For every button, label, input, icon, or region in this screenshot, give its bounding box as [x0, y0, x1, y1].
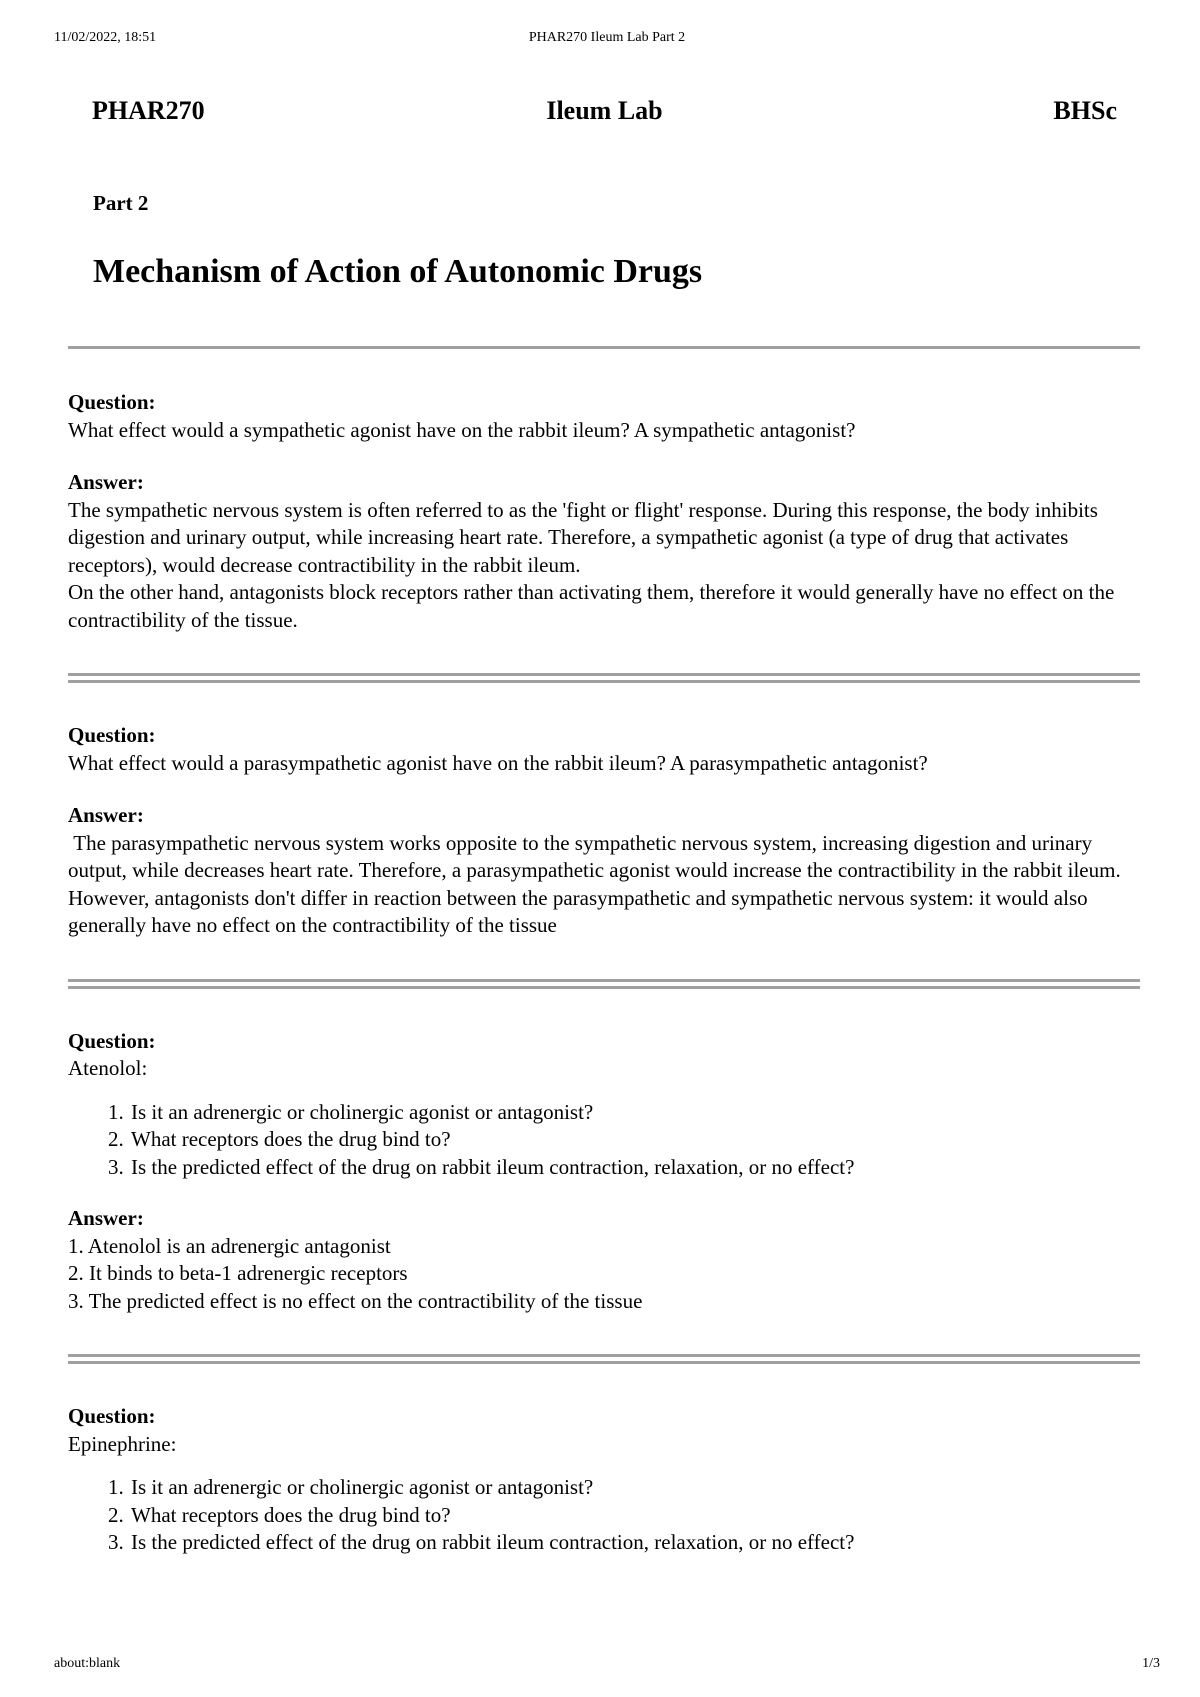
answer-paragraph: The sympathetic nervous system is often referred to as the 'fight or flight' response. During this response, the body inhibits digestion and urinary output, while increasing heart rate. Therefore, a sympathetic agonist (a type of drug that activates receptors), would decrease contractibility in the rabbit ileum. [68, 497, 1098, 577]
qa-block-2 [68, 722, 1140, 940]
question-text: Atenolol: [68, 1056, 148, 1080]
list-item: 2. What receptors does the drug bind to? [129, 1502, 1140, 1530]
list-item: 1. Is it an adrenergic or cholinergic agonist or antagonist? [129, 1474, 1140, 1502]
answer-paragraph: On the other hand, antagonists block receptors rather than activating them, therefore it would generally have no effect on the contractibility of the tissue. [68, 580, 1115, 632]
content [68, 346, 1140, 1557]
print-url: about:blank [54, 1656, 121, 1671]
question-text: What effect would a parasympathetic agonist have on the rabbit ileum? A parasympathetic antagonist? [68, 750, 928, 775]
qa-block-3 [68, 1028, 1140, 1316]
answer-label: Answer: [68, 470, 144, 494]
page-number: 1/3 [1142, 1656, 1160, 1671]
question-label: Question: [68, 1404, 156, 1428]
answer-paragraph: 1. Atenolol is an adrenergic antagonist [68, 1233, 391, 1258]
answer-paragraph: 2. It binds to beta-1 adrenergic receptors [68, 1261, 408, 1285]
page-title: Mechanism of Action of Autonomic Drugs [93, 253, 703, 290]
part-label: Part 2 [93, 191, 149, 215]
question-list [68, 1099, 1140, 1182]
list-item: 1. Is it an adrenergic or cholinergic agonist or antagonist? [129, 1099, 1140, 1127]
print-header [54, 30, 1160, 50]
print-date: 11/02/2022, 18:51 [54, 30, 157, 45]
answer-paragraph: 3. The predicted effect is no effect on the contractibility of the tissue [68, 1288, 643, 1313]
divider [68, 1354, 1140, 1364]
lab-name: Ileum Lab [546, 96, 663, 125]
list-item: 2. What receptors does the drug bind to? [129, 1126, 1140, 1154]
question-list [68, 1474, 1140, 1557]
question-text: Epinephrine: [68, 1431, 177, 1456]
answer-paragraph: The parasympathetic nervous system works opposite to the sympathetic nervous system, increasing digestion and urinary output, while decreases heart rate. Therefore, a parasympathetic agonist would increase the contractibility in the rabbit ileum. [68, 830, 1121, 882]
course-code: PHAR270 [92, 96, 205, 125]
answer-label: Answer: [68, 1206, 144, 1230]
question-label: Question: [68, 1028, 156, 1053]
answer-paragraph: However, antagonists don't differ in reaction between the parasympathetic and sympathetic nervous system: it would also generally have no effect on the contractibility of the tissue [68, 885, 1088, 937]
course-header [92, 96, 1117, 136]
qa-block-1 [68, 389, 1140, 634]
program-name: BHSc [1053, 96, 1117, 125]
list-item: 3. Is the predicted effect of the drug on rabbit ileum contraction, relaxation, or no effect? [129, 1154, 1140, 1182]
question-label: Question: [68, 723, 156, 747]
question-label: Question: [68, 390, 156, 414]
question-text: What effect would a sympathetic agonist have on the rabbit ileum? A sympathetic antagonist? [68, 417, 856, 442]
list-item: 3. Is the predicted effect of the drug on rabbit ileum contraction, relaxation, or no effect? [129, 1529, 1140, 1557]
print-footer [54, 1656, 1160, 1676]
print-doc-title: PHAR270 Ileum Lab Part 2 [528, 30, 686, 45]
qa-block-4 [68, 1403, 1140, 1557]
divider [68, 673, 1140, 683]
divider [68, 979, 1140, 989]
answer-label: Answer: [68, 803, 144, 827]
divider [68, 346, 1140, 349]
